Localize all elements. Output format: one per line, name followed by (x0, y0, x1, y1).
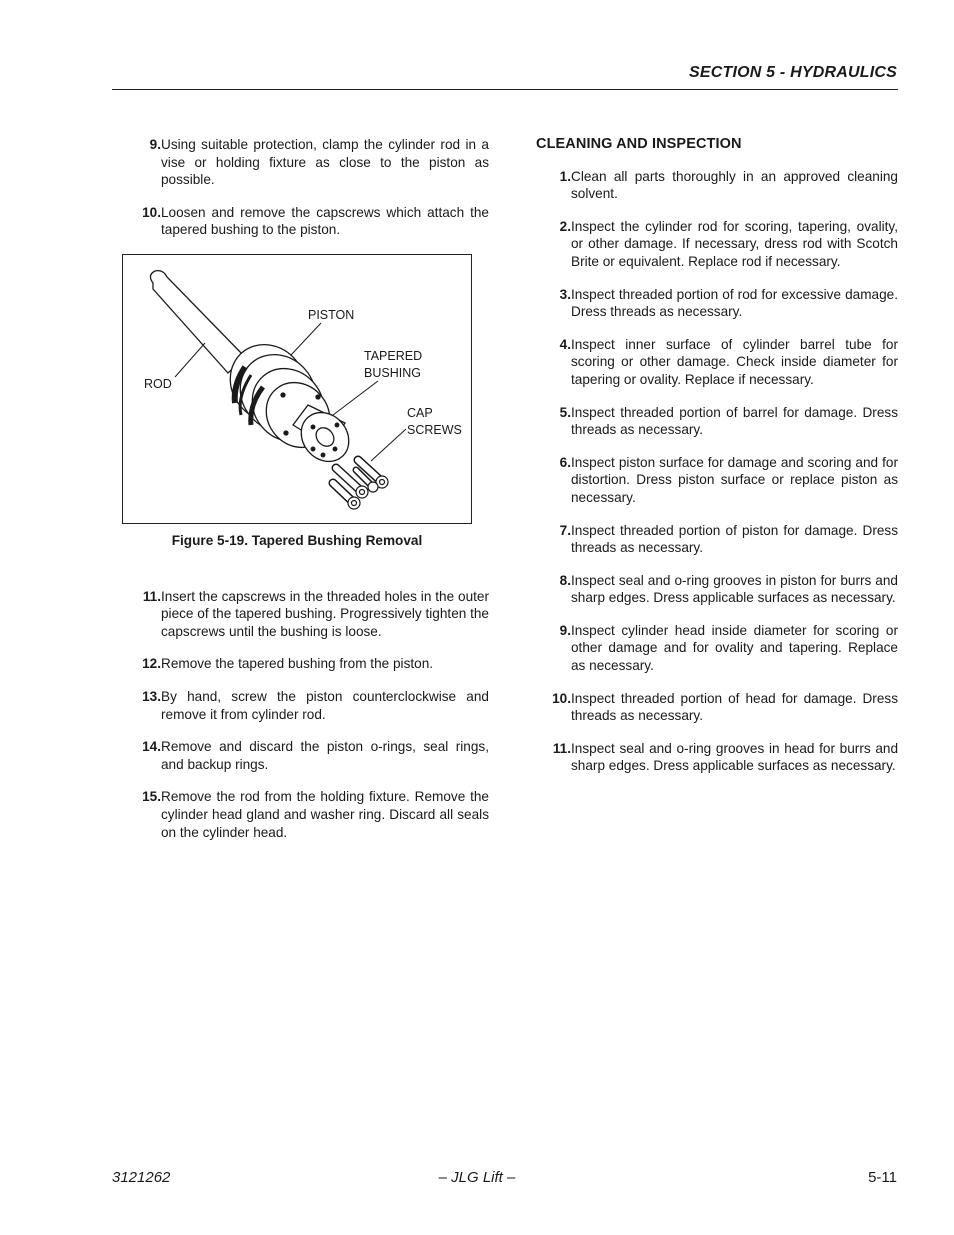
step-text: Inspect seal and o-ring grooves in head for burrs and sharp edges. Dress applicable surfaces as necessary. (571, 740, 898, 774)
footer-publisher: – JLG Lift – (438, 1169, 516, 1186)
step-number: 1. (559, 168, 571, 184)
steps-before-figure (122, 136, 489, 239)
step-item (536, 454, 898, 507)
step-text: By hand, screw the piston counterclockwise and remove it from cylinder rod. (161, 688, 489, 722)
step-number: 2. (559, 218, 571, 234)
step-item (536, 690, 898, 725)
step-item (536, 522, 898, 557)
step-number: 3. (559, 286, 571, 302)
step-number: 10. (142, 204, 161, 220)
step-text: Inspect cylinder head inside diameter for scoring or other damage and for ovality and tapering. Replace as necessary. (571, 622, 898, 674)
section-heading: CLEANING AND INSPECTION (536, 136, 742, 152)
label-tapered: TAPERED (364, 348, 423, 363)
header-rule (112, 89, 898, 90)
step-text: Insert the capscrews in the threaded holes in the outer piece of the tapered bushing. Progressively tighten the capscrews until the bushing is loose. (161, 588, 489, 639)
step-text: Remove the tapered bushing from the piston. (161, 656, 434, 672)
label-rod: ROD (144, 376, 172, 391)
step-number: 7. (559, 522, 571, 538)
step-text: Remove and discard the piston o-rings, seal rings, and backup rings. (161, 739, 489, 772)
rod-drawing (150, 271, 245, 373)
step-item (536, 740, 898, 775)
figure-tapered-bushing (122, 254, 472, 524)
step-text: Inspect threaded portion of piston for damage. Dress threads as necessary. (571, 522, 898, 556)
step-text: Inspect piston surface for damage and scoring and for distortion. Dress piston surface or replace piston as necessary. (571, 454, 898, 505)
step-number: 6. (559, 454, 571, 470)
label-bushing: BUSHING (364, 365, 421, 380)
step-item (122, 204, 489, 239)
right-column (536, 136, 898, 790)
step-text: Inspect inner surface of cylinder barrel tube for scoring or other damage. Check inside diameter for tapering or ovality. Replace if necessary. (571, 336, 898, 387)
step-text: Inspect seal and o-ring grooves in piston for burrs and sharp edges. Dress applicable surfaces as necessary. (571, 572, 898, 606)
step-number: 14. (142, 739, 161, 755)
step-text: Clean all parts thoroughly in an approved cleaning solvent. (571, 168, 898, 202)
step-item (122, 588, 489, 641)
step-item (122, 688, 489, 723)
step-text: Loosen and remove the capscrews which attach the tapered bushing to the piston. (161, 204, 489, 238)
step-item (536, 404, 898, 439)
tapered-bushing-drawing (291, 403, 358, 471)
label-cap: CAP (407, 405, 433, 420)
figure-illustration (123, 255, 473, 525)
left-column (122, 136, 489, 856)
step-number: 12. (142, 656, 161, 672)
step-item (536, 336, 898, 389)
step-text: Inspect threaded portion of head for damage. Dress threads as necessary. (571, 690, 898, 724)
step-item (536, 622, 898, 675)
step-number: 9. (559, 622, 571, 638)
cap-screws-drawing (333, 460, 388, 509)
step-number: 8. (559, 572, 571, 588)
step-text: Inspect the cylinder rod for scoring, tapering, ovality, or other damage. If necessary, dress rod with Scotch Brite or equivalent. Replace rod if necessary. (571, 218, 898, 269)
inspection-steps (536, 168, 898, 775)
footer-page-number: 5-11 (868, 1169, 897, 1186)
step-item (122, 136, 489, 189)
step-text: Inspect threaded portion of rod for excessive damage. Dress threads as necessary. (571, 286, 898, 320)
steps-after-figure (122, 588, 489, 842)
step-item (536, 572, 898, 607)
label-screws: SCREWS (407, 422, 462, 437)
step-number: 10. (552, 690, 571, 706)
step-item (536, 168, 898, 203)
label-piston: PISTON (308, 307, 355, 322)
step-number: 13. (142, 688, 161, 704)
step-number: 15. (142, 789, 161, 805)
section-title: SECTION 5 - HYDRAULICS (689, 64, 897, 81)
step-number: 11. (142, 588, 161, 604)
step-text: Inspect threaded portion of barrel for damage. Dress threads as necessary. (571, 404, 898, 438)
step-item (122, 655, 489, 673)
figure-caption: Figure 5-19. Tapered Bushing Removal (171, 532, 423, 548)
step-item (536, 286, 898, 321)
step-text: Remove the rod from the holding fixture. Remove the cylinder head gland and washer ring. Discard all seals on the cylinder head. (161, 789, 489, 840)
footer-doc-number: 3121262 (112, 1169, 171, 1186)
step-item (536, 218, 898, 271)
step-number: 5. (559, 404, 571, 420)
step-text: Using suitable protection, clamp the cylinder rod in a vise or holding fixture as close to the piston as possible. (161, 137, 489, 188)
step-number: 4. (559, 336, 571, 352)
step-number: 11. (552, 740, 571, 756)
step-item (122, 738, 489, 773)
step-item (122, 788, 489, 841)
step-number: 9. (149, 137, 161, 152)
